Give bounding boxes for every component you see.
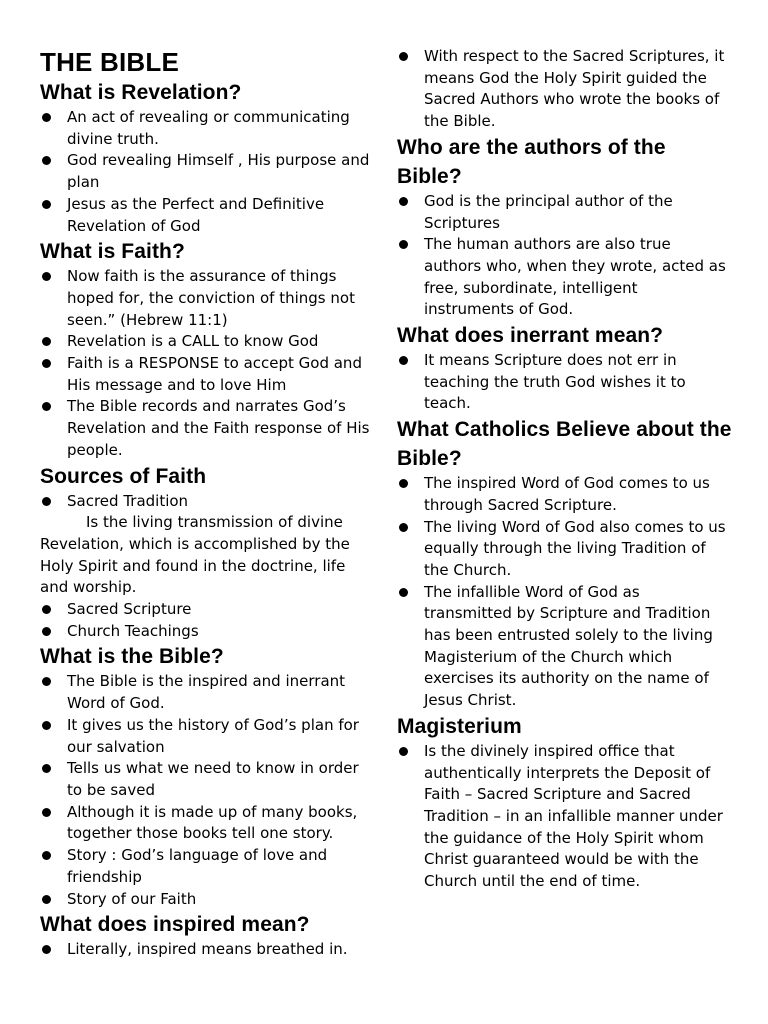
section-sources-of-faith [40,462,370,643]
section-inspired [40,910,370,961]
list-item: The inspired Word of God comes to us through Sacred Scripture. [397,473,732,516]
sacred-tradition-paragraph: Is the living transmission of divine Revelation, which is accomplished by the Holy Spirit and found in the doctrine, life and worship. [40,513,350,597]
list-item: Literally, inspired means breathed in. [40,939,370,961]
list-item: Sacred Scripture [40,599,370,621]
section-heading: What does inspired mean? [40,913,310,937]
list-item: Tells us what we need to know in order to be saved [40,758,370,801]
section-heading: What is Faith? [40,240,185,264]
list-item: Story : God’s language of love and friendship [40,845,370,888]
list-item: Although it is made up of many books, together those books tell one story. [40,802,370,845]
list-item: Jesus as the Perfect and Definitive Revelation of God [40,194,370,237]
list-item: Sacred Tradition [40,491,370,513]
list-item: It means Scripture does not err in teaching the truth God wishes it to teach. [397,350,732,415]
section-heading: Sources of Faith [40,464,207,488]
list-item: With respect to the Sacred Scriptures, it means God the Holy Spirit guided the Sacred Authors who wrote the books of the Bible. [397,46,732,133]
right-column [397,46,732,893]
list-item: God is the principal author of the Scriptures [397,191,732,234]
section-magisterium [397,712,732,893]
section-revelation [40,78,370,237]
list-item: Revelation is a CALL to know God [40,331,370,353]
list-item: An act of revealing or communicating divine truth. [40,107,370,150]
bullet-list [397,741,732,893]
list-item: The infallible Word of God as transmitted by Scripture and Tradition has been entrusted solely to the living Magisterium of the Church which exercises its authority on the name of Jesus Christ. [397,582,732,712]
left-column [40,47,370,961]
document-title: THE BIBLE [40,47,180,77]
section-heading: Who are the authors of the Bible? [397,135,666,188]
section-heading: What is Revelation? [40,81,242,104]
bullet-list [397,350,732,415]
section-authors [397,133,732,321]
list-item: Is the divinely inspired office that authentically interprets the Deposit of Faith – Sacred Scripture and Sacred Tradition – in an infallible manner under the guidance of the Holy Spirit whom Christ guaranteed would be with the Church until the end of time. [397,741,732,893]
bullet-list [40,107,370,237]
list-item: The Bible is the inspired and inerrant Word of God. [40,671,370,714]
section-what-is-bible [40,642,370,910]
bullet-list [397,191,732,321]
list-item: The living Word of God also comes to us equally through the living Tradition of the Church. [397,517,732,582]
bullet-list [397,473,732,712]
section-heading: Magisterium [397,714,522,738]
list-item: The human authors are also true authors who, when they wrote, acted as free, subordinate, intelligent instruments of God. [397,234,732,321]
section-heading: What Catholics Believe about the Bible? [397,418,732,471]
bullet-list [40,599,370,642]
list-item: Story of our Faith [40,889,370,911]
section-inerrant [397,321,732,415]
list-item: Church Teachings [40,621,370,643]
bullet-list [40,266,370,461]
list-item: God revealing Himself , His purpose and plan [40,150,370,193]
list-item: Faith is a RESPONSE to accept God and His message and to love Him [40,353,370,396]
bullet-list [397,46,732,133]
list-item: The Bible records and narrates God’s Revelation and the Faith response of His people. [40,396,370,461]
bullet-list [40,939,370,961]
section-catholics-believe [397,415,732,712]
section-heading: What is the Bible? [40,645,224,669]
list-item: Now faith is the assurance of things hoped for, the conviction of things not seen.” (Hebrew 11:1) [40,266,370,331]
section-heading: What does inerrant mean? [397,324,664,348]
bullet-list [40,491,370,513]
section-faith [40,237,370,461]
bullet-list [40,671,370,910]
list-item: It gives us the history of God’s plan for our salvation [40,715,370,758]
